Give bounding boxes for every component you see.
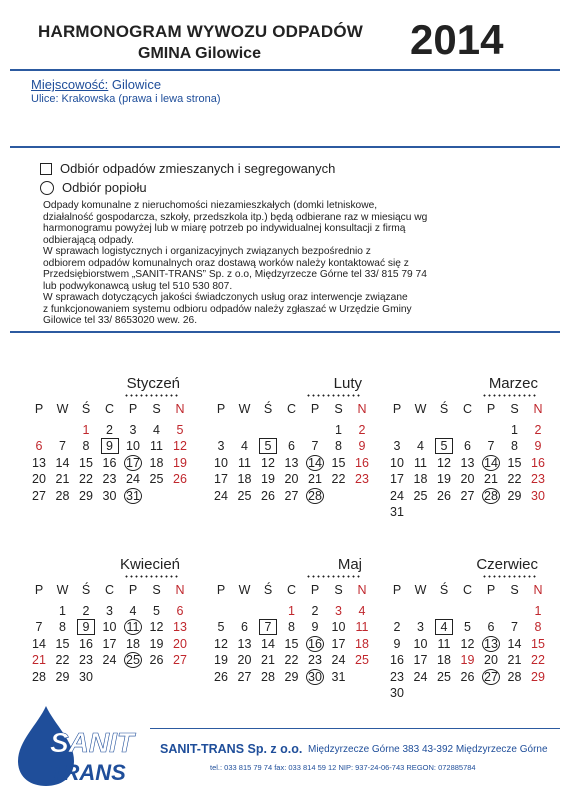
day-cell: 28: [32, 669, 46, 684]
day-cell: 2: [311, 603, 319, 618]
day-cell: 16: [390, 653, 404, 667]
day-cell: 25: [149, 472, 164, 486]
day-cell: 23: [390, 669, 404, 684]
day-cell: 16: [306, 636, 324, 652]
day-cell: 21: [308, 472, 322, 486]
day-cell: 24: [126, 472, 140, 486]
day-cell: 22: [284, 653, 299, 667]
day-cell: 28: [306, 488, 324, 504]
day-cell: 4: [129, 603, 137, 618]
day-cell: 27: [173, 653, 187, 667]
weekday-header: P: [216, 583, 226, 597]
day-cell: 27: [237, 669, 252, 684]
day-cell: 11: [124, 619, 142, 635]
day-cell: 25: [124, 652, 142, 668]
day-cell: 10: [102, 620, 117, 634]
weekday-header: Ś: [81, 402, 91, 416]
day-cell: 4: [417, 439, 424, 453]
day-cell: 17: [214, 472, 228, 486]
sanit-trans-logo: [16, 706, 146, 786]
weekday-header: W: [414, 402, 427, 416]
day-cell: 29: [55, 669, 70, 684]
day-cell: 28: [507, 669, 522, 684]
day-cell: 26: [149, 653, 164, 667]
day-cell: 29: [79, 488, 93, 503]
day-cell: 24: [214, 488, 228, 503]
day-cell: 24: [331, 653, 346, 667]
weekday-header: N: [175, 583, 185, 597]
day-cell: 13: [482, 636, 500, 652]
day-cell: 6: [241, 620, 248, 634]
day-cell: 25: [413, 488, 428, 503]
day-cell: 16: [531, 455, 545, 470]
day-cell: 11: [238, 455, 251, 470]
day-cell: 14: [261, 636, 275, 651]
footer-address: Międzyrzecze Górne 383 43-392 Międzyrzecze Górne: [308, 744, 548, 755]
month-name: Maj: [337, 556, 362, 573]
month-name: Kwiecień: [119, 556, 180, 573]
day-cell: 21: [484, 472, 498, 486]
day-cell: 16: [355, 455, 369, 470]
day-cell: 17: [124, 455, 142, 471]
month-3: [30, 556, 187, 706]
day-cell: 19: [437, 472, 451, 486]
legend-ash-label: Odbiór popiołu: [62, 180, 147, 195]
day-cell: 8: [82, 439, 90, 453]
divider: [10, 331, 560, 333]
day-cell: 31: [331, 669, 346, 684]
location-value: Gilowice: [111, 77, 162, 92]
weekday-header: S: [152, 583, 161, 597]
logo-bottom: TRANS: [50, 760, 126, 785]
day-cell: 30: [79, 669, 93, 684]
day-cell: 3: [335, 603, 342, 618]
footer-contact: tel.: 033 815 79 74 fax: 033 814 59 12 NIP: 937-24-06-743 REGON: 072885784: [210, 763, 476, 772]
month-2: [388, 375, 545, 525]
day-cell: 20: [237, 653, 252, 667]
day-cell: 20: [173, 636, 187, 651]
month-name: Luty: [333, 375, 362, 392]
location: [31, 77, 161, 92]
day-cell: 21: [32, 653, 46, 667]
year: 2014: [410, 16, 504, 63]
day-cell: 6: [35, 439, 43, 453]
day-cell: 20: [284, 472, 299, 486]
day-cell: 13: [284, 455, 299, 470]
circle-icon: [40, 181, 54, 195]
day-cell: 1: [335, 422, 342, 437]
day-cell: 25: [437, 669, 451, 684]
legend-mixed: [40, 161, 335, 176]
day-cell: 14: [55, 455, 70, 470]
day-cell: 29: [284, 669, 299, 684]
day-cell: 23: [355, 472, 369, 486]
day-cell: 27: [284, 488, 299, 503]
weekday-header: P: [310, 402, 320, 416]
day-cell: 2: [358, 422, 366, 437]
day-cell: 11: [150, 439, 163, 453]
day-cell: 2: [534, 422, 542, 437]
weekday-header: W: [56, 583, 69, 597]
month-5: [388, 556, 545, 706]
day-cell: 27: [32, 488, 46, 503]
day-cell: 8: [335, 439, 342, 453]
month-name: Styczeń: [126, 375, 180, 392]
day-cell: 30: [531, 488, 545, 503]
day-cell: 18: [355, 636, 369, 651]
day-cell: 14: [507, 636, 522, 651]
weekday-header: S: [334, 402, 343, 416]
day-cell: 5: [176, 422, 184, 437]
day-cell: 30: [102, 488, 117, 503]
day-cell: 10: [331, 620, 346, 634]
day-cell: 14: [32, 636, 46, 651]
day-cell: 6: [176, 603, 184, 618]
day-cell: 22: [531, 653, 545, 667]
day-cell: 21: [55, 472, 70, 486]
day-cell: 4: [435, 619, 453, 635]
weekday-header: S: [510, 402, 519, 416]
day-cell: 22: [55, 653, 70, 667]
day-cell: 25: [237, 488, 252, 503]
day-cell: 19: [261, 472, 275, 486]
weekday-header: S: [152, 402, 161, 416]
day-cell: 9: [101, 438, 119, 454]
day-cell: 19: [149, 636, 164, 651]
day-cell: 14: [306, 455, 324, 471]
day-cell: 10: [413, 636, 428, 651]
streets: Ulice: Krakowska (prawa i lewa strona): [31, 93, 221, 105]
title-line-2: GMINA Gilowice: [138, 45, 261, 62]
weekday-header: Ś: [81, 583, 91, 597]
day-cell: 22: [507, 472, 522, 486]
weekday-header: W: [414, 583, 427, 597]
day-cell: 30: [390, 686, 404, 700]
weekday-header: P: [392, 402, 402, 416]
day-cell: 16: [102, 455, 117, 470]
day-cell: 19: [173, 455, 187, 470]
day-cell: 10: [214, 455, 228, 470]
day-cell: 19: [460, 653, 475, 667]
day-cell: 26: [261, 488, 275, 503]
day-cell: 21: [507, 653, 522, 667]
day-cell: 19: [214, 653, 228, 667]
day-cell: 13: [173, 620, 187, 634]
day-cell: 10: [126, 439, 140, 453]
info-text: Odpady komunalne z nieruchomości niezamieszkałych (domki letniskowe, działalność gospodarcza, szkoły, przedszkola itp.) będą odbierane raz w miesiącu wg harmonogramu powyżej lub w miarę potrzeb po indywidualnej konsultacji z firmą odbierającą odpady. W sprawach logistycznych i organizacyjnych związanych bezpośrednio z odbiorem odpadów komunalnych oraz dostawą worków należy kontaktować się z Przedsiębiorstwem „SANIT-TRANS” Sp. z o.o, Międzyrzecze Górne tel 33/ 815 79 74 lub podwykonawcą usług tel 510 530 807. W sprawach dotyczących jakości świadczonych usług oraz interwencje związane z funkcjonowaniem systemu odbioru odpadów należy zgłaszać w Urzędzie Gminy Gilowice tel 33/ 8653020 wew. 26.: [43, 200, 428, 326]
day-cell: 1: [534, 603, 542, 618]
day-cell: 18: [437, 653, 451, 667]
day-cell: 8: [288, 620, 295, 634]
month-underline: [306, 394, 360, 397]
day-cell: 7: [487, 439, 495, 453]
day-cell: 6: [487, 620, 495, 634]
location-label: Miejscowość:: [31, 77, 109, 92]
day-cell: 8: [59, 620, 66, 634]
day-cell: 7: [511, 620, 518, 634]
legend-mixed-label: Odbiór odpadów zmieszanych i segregowanych: [60, 161, 336, 176]
day-cell: 7: [259, 619, 277, 635]
weekday-header: P: [34, 402, 44, 416]
weekday-header: S: [334, 583, 343, 597]
day-cell: 28: [55, 488, 70, 503]
weekday-header: N: [175, 402, 185, 416]
day-cell: 29: [531, 669, 545, 684]
month-name: Czerwiec: [476, 556, 538, 573]
day-cell: 23: [102, 472, 117, 486]
day-cell: 10: [390, 455, 404, 470]
day-cell: 23: [531, 472, 545, 486]
day-cell: 3: [106, 603, 113, 618]
day-cell: 27: [482, 669, 500, 685]
day-cell: 13: [460, 455, 475, 470]
day-cell: 20: [484, 653, 498, 667]
day-cell: 9: [311, 620, 319, 634]
day-cell: 3: [129, 422, 137, 437]
weekday-header: C: [104, 583, 115, 597]
day-cell: 11: [414, 455, 427, 470]
weekday-header: W: [238, 402, 251, 416]
weekday-header: C: [462, 583, 473, 597]
day-cell: 22: [331, 472, 346, 486]
day-cell: 12: [214, 636, 228, 651]
day-cell: 26: [437, 488, 451, 503]
footer-divider: [150, 728, 560, 729]
day-cell: 3: [417, 620, 424, 634]
day-cell: 8: [534, 620, 542, 634]
day-cell: 18: [149, 455, 164, 470]
day-cell: 2: [106, 422, 113, 437]
month-underline: [482, 575, 536, 578]
day-cell: 15: [531, 636, 545, 651]
day-cell: 12: [173, 439, 187, 453]
month-underline: [306, 575, 360, 578]
weekday-header: N: [357, 583, 367, 597]
title-line-1: HARMONOGRAM WYWOZU ODPADÓW: [38, 22, 364, 41]
day-cell: 12: [149, 620, 164, 634]
day-cell: 31: [124, 488, 142, 504]
day-cell: 2: [82, 603, 90, 618]
day-cell: 7: [59, 439, 66, 453]
day-cell: 25: [355, 653, 369, 667]
weekday-header: P: [34, 583, 44, 597]
month-4: [212, 556, 369, 706]
day-cell: 1: [511, 422, 518, 437]
day-cell: 4: [153, 422, 160, 437]
weekday-header: N: [533, 583, 543, 597]
day-cell: 18: [126, 636, 140, 651]
weekday-header: C: [462, 402, 473, 416]
day-cell: 23: [79, 653, 93, 667]
day-cell: 15: [331, 455, 346, 470]
day-cell: 24: [102, 653, 117, 667]
day-cell: 6: [288, 439, 295, 453]
day-cell: 1: [59, 603, 66, 618]
day-cell: 5: [435, 438, 453, 454]
day-cell: 27: [460, 488, 475, 503]
weekday-header: W: [238, 583, 251, 597]
day-cell: 18: [413, 472, 428, 486]
day-cell: 20: [460, 472, 475, 486]
day-cell: 17: [102, 636, 117, 651]
weekday-header: W: [56, 402, 69, 416]
day-cell: 9: [77, 619, 95, 635]
day-cell: 9: [393, 636, 401, 651]
day-cell: 11: [437, 636, 451, 651]
month-underline: [124, 575, 178, 578]
day-cell: 14: [482, 455, 500, 471]
day-cell: 5: [153, 603, 160, 618]
weekday-header: C: [104, 402, 115, 416]
day-cell: 15: [79, 455, 93, 470]
divider: [10, 69, 560, 71]
weekday-header: P: [486, 583, 496, 597]
day-cell: 4: [241, 439, 248, 453]
month-underline: [124, 394, 178, 397]
day-cell: 16: [79, 636, 93, 651]
weekday-header: P: [128, 583, 138, 597]
day-cell: 22: [79, 472, 93, 486]
day-cell: 17: [413, 653, 428, 667]
weekday-header: S: [510, 583, 519, 597]
day-cell: 26: [460, 669, 475, 684]
day-cell: 9: [534, 439, 542, 453]
weekday-header: N: [533, 402, 543, 416]
day-cell: 12: [261, 455, 275, 470]
day-cell: 9: [358, 439, 366, 453]
day-cell: 15: [55, 636, 70, 651]
weekday-header: Ś: [263, 402, 273, 416]
day-cell: 31: [390, 505, 404, 519]
day-cell: 17: [331, 636, 346, 651]
month-underline: [482, 394, 536, 397]
legend-ash: [40, 180, 147, 195]
day-cell: 15: [507, 455, 522, 470]
month-1: [212, 375, 369, 525]
weekday-header: P: [128, 402, 138, 416]
day-cell: 3: [393, 439, 401, 453]
day-cell: 5: [464, 620, 471, 634]
day-cell: 5: [259, 438, 277, 454]
weekday-header: P: [310, 583, 320, 597]
weekday-header: P: [392, 583, 402, 597]
day-cell: 12: [437, 455, 451, 470]
month-0: [30, 375, 187, 525]
day-cell: 11: [355, 620, 369, 634]
weekday-header: P: [216, 402, 226, 416]
day-cell: 26: [173, 472, 187, 486]
day-cell: 13: [237, 636, 252, 651]
divider: [10, 146, 560, 148]
weekday-header: C: [286, 402, 297, 416]
day-cell: 7: [311, 439, 319, 453]
weekday-header: N: [357, 402, 367, 416]
day-cell: 21: [261, 653, 275, 667]
day-cell: 20: [32, 472, 46, 486]
day-cell: 23: [308, 653, 322, 667]
footer-company: SANIT-TRANS Sp. z o.o.: [160, 742, 303, 756]
square-icon: [40, 163, 52, 175]
day-cell: 7: [35, 620, 43, 634]
day-cell: 12: [460, 636, 475, 651]
day-cell: 2: [393, 620, 401, 634]
day-cell: 26: [214, 669, 228, 684]
weekday-header: Ś: [263, 583, 273, 597]
day-cell: 17: [390, 472, 404, 486]
weekday-header: C: [286, 583, 297, 597]
day-cell: 3: [217, 439, 225, 453]
day-cell: 6: [464, 439, 471, 453]
day-cell: 1: [288, 603, 295, 618]
day-cell: 24: [413, 669, 428, 684]
day-cell: 4: [358, 603, 366, 618]
day-cell: 24: [390, 488, 404, 503]
day-cell: 18: [237, 472, 252, 486]
day-cell: 5: [217, 620, 225, 634]
day-cell: 13: [32, 455, 46, 470]
day-cell: 29: [507, 488, 522, 503]
day-cell: 28: [261, 669, 275, 684]
weekday-header: Ś: [439, 402, 449, 416]
weekday-header: Ś: [439, 583, 449, 597]
weekday-header: P: [486, 402, 496, 416]
day-cell: 28: [482, 488, 500, 504]
day-cell: 8: [511, 439, 518, 453]
day-cell: 1: [82, 422, 90, 437]
month-name: Marzec: [488, 375, 538, 392]
day-cell: 15: [284, 636, 299, 651]
day-cell: 30: [306, 669, 324, 685]
logo-top: SANIT: [50, 727, 134, 758]
